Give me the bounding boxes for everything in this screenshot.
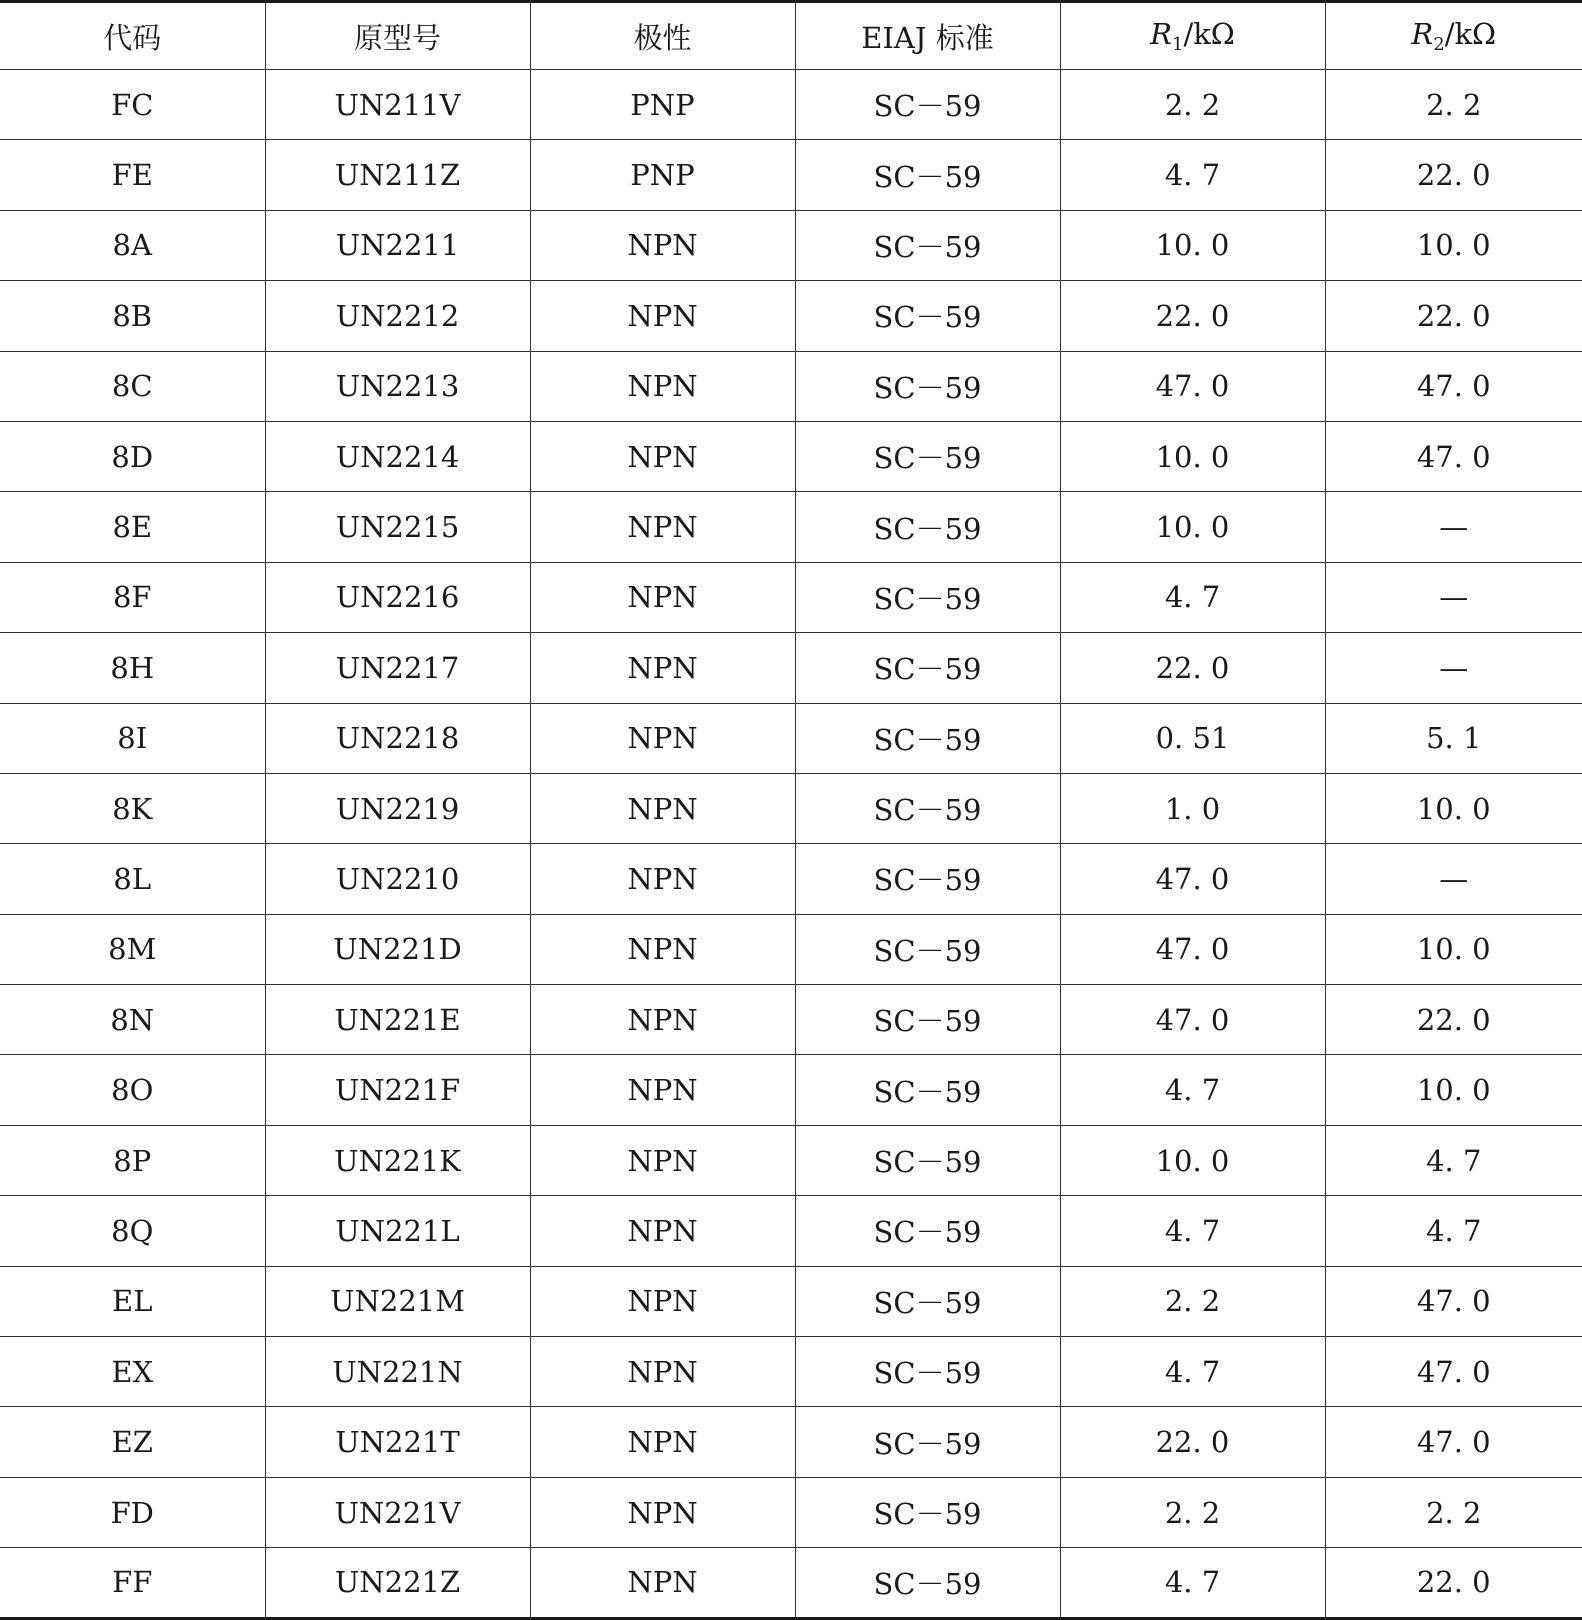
cell-r1: 47. 0 <box>1060 914 1325 984</box>
cell-eiaj: SC－59 <box>795 914 1060 984</box>
cell-model: UN2213 <box>265 351 530 421</box>
cell-r1: 0. 51 <box>1060 703 1325 773</box>
table-row <box>0 562 1582 632</box>
cell-code: 8K <box>0 773 265 843</box>
cell-r1: 10. 0 <box>1060 210 1325 280</box>
header-r2-unit: /kΩ <box>1444 17 1497 51</box>
cell-r2: 2. 2 <box>1325 70 1582 140</box>
cell-r1: 10. 0 <box>1060 421 1325 491</box>
cell-model: UN2212 <box>265 281 530 351</box>
cell-model: UN221L <box>265 1196 530 1266</box>
cell-eiaj: SC－59 <box>795 210 1060 280</box>
cell-r1: 4. 7 <box>1060 1337 1325 1407</box>
cell-eiaj: SC－59 <box>795 492 1060 562</box>
cell-polarity: NPN <box>530 1055 795 1125</box>
cell-eiaj: SC－59 <box>795 633 1060 703</box>
cell-polarity: NPN <box>530 1477 795 1547</box>
cell-eiaj: SC－59 <box>795 773 1060 843</box>
cell-r1: 47. 0 <box>1060 351 1325 421</box>
cell-eiaj: SC－59 <box>795 281 1060 351</box>
cell-polarity: NPN <box>530 1125 795 1195</box>
table-row <box>0 844 1582 914</box>
cell-r1: 22. 0 <box>1060 1407 1325 1477</box>
table-row <box>0 633 1582 703</box>
cell-r1: 22. 0 <box>1060 633 1325 703</box>
cell-code: 8O <box>0 1055 265 1125</box>
cell-r2: 47. 0 <box>1325 421 1582 491</box>
cell-model: UN2211 <box>265 210 530 280</box>
cell-code: FF <box>0 1548 265 1618</box>
cell-r1: 4. 7 <box>1060 140 1325 210</box>
cell-r2: 10. 0 <box>1325 914 1582 984</box>
cell-polarity: NPN <box>530 1407 795 1477</box>
cell-polarity: NPN <box>530 633 795 703</box>
cell-model: UN221K <box>265 1125 530 1195</box>
cell-polarity: PNP <box>530 140 795 210</box>
cell-r2: 22. 0 <box>1325 1548 1582 1618</box>
cell-r1: 10. 0 <box>1060 492 1325 562</box>
cell-model: UN221N <box>265 1337 530 1407</box>
cell-code: FD <box>0 1477 265 1547</box>
cell-model: UN2215 <box>265 492 530 562</box>
cell-r1: 47. 0 <box>1060 985 1325 1055</box>
cell-r2: — <box>1325 492 1582 562</box>
cell-code: 8C <box>0 351 265 421</box>
table-row <box>0 140 1582 210</box>
header-r1-unit: /kΩ <box>1183 17 1235 51</box>
cell-eiaj: SC－59 <box>795 70 1060 140</box>
cell-r2: 4. 7 <box>1325 1196 1582 1266</box>
cell-polarity: NPN <box>530 703 795 773</box>
cell-r1: 4. 7 <box>1060 1196 1325 1266</box>
cell-model: UN221E <box>265 985 530 1055</box>
cell-code: 8H <box>0 633 265 703</box>
table-body <box>0 70 1582 1619</box>
cell-polarity: NPN <box>530 914 795 984</box>
cell-polarity: NPN <box>530 492 795 562</box>
cell-polarity: NPN <box>530 562 795 632</box>
cell-code: 8E <box>0 492 265 562</box>
cell-r1: 4. 7 <box>1060 1548 1325 1618</box>
table-row <box>0 492 1582 562</box>
cell-r2: 2. 2 <box>1325 1477 1582 1547</box>
cell-polarity: NPN <box>530 421 795 491</box>
cell-model: UN221D <box>265 914 530 984</box>
cell-model: UN221Z <box>265 1548 530 1618</box>
cell-code: 8A <box>0 210 265 280</box>
cell-model: UN221V <box>265 1477 530 1547</box>
cell-model: UN2216 <box>265 562 530 632</box>
cell-polarity: NPN <box>530 1196 795 1266</box>
cell-r2: 22. 0 <box>1325 281 1582 351</box>
table-row <box>0 1548 1582 1618</box>
cell-r2: 47. 0 <box>1325 1337 1582 1407</box>
cell-r2: 5. 1 <box>1325 703 1582 773</box>
header-r1 <box>1060 2 1325 70</box>
cell-eiaj: SC－59 <box>795 844 1060 914</box>
header-row <box>0 2 1582 70</box>
table-row <box>0 281 1582 351</box>
header-r1-var: R <box>1150 17 1172 51</box>
table-row <box>0 70 1582 140</box>
table-row <box>0 1407 1582 1477</box>
cell-r1: 4. 7 <box>1060 562 1325 632</box>
table-row <box>0 914 1582 984</box>
cell-model: UN2218 <box>265 703 530 773</box>
table-row <box>0 351 1582 421</box>
cell-r1: 4. 7 <box>1060 1055 1325 1125</box>
cell-r2: 47. 0 <box>1325 1407 1582 1477</box>
cell-r2: — <box>1325 562 1582 632</box>
cell-r2: 22. 0 <box>1325 140 1582 210</box>
cell-polarity: NPN <box>530 1337 795 1407</box>
cell-r2: 47. 0 <box>1325 1266 1582 1336</box>
cell-r1: 2. 2 <box>1060 70 1325 140</box>
cell-code: 8B <box>0 281 265 351</box>
cell-model: UN221M <box>265 1266 530 1336</box>
cell-eiaj: SC－59 <box>795 1337 1060 1407</box>
cell-eiaj: SC－59 <box>795 1266 1060 1336</box>
cell-model: UN2214 <box>265 421 530 491</box>
table-row <box>0 703 1582 773</box>
table-row <box>0 1266 1582 1336</box>
table-row <box>0 421 1582 491</box>
cell-model: UN211V <box>265 70 530 140</box>
cell-eiaj: SC－59 <box>795 1407 1060 1477</box>
cell-polarity: NPN <box>530 351 795 421</box>
cell-r2: 4. 7 <box>1325 1125 1582 1195</box>
table-row <box>0 1196 1582 1266</box>
cell-r2: 47. 0 <box>1325 351 1582 421</box>
table-row <box>0 1055 1582 1125</box>
cell-polarity: PNP <box>530 70 795 140</box>
cell-r1: 22. 0 <box>1060 281 1325 351</box>
cell-code: FC <box>0 70 265 140</box>
cell-code: 8Q <box>0 1196 265 1266</box>
cell-code: FE <box>0 140 265 210</box>
cell-polarity: NPN <box>530 1266 795 1336</box>
cell-r2: — <box>1325 844 1582 914</box>
table-row <box>0 210 1582 280</box>
header-polarity: 极性 <box>530 2 795 70</box>
cell-r1: 2. 2 <box>1060 1266 1325 1336</box>
header-model: 原型号 <box>265 2 530 70</box>
header-r2 <box>1325 2 1582 70</box>
cell-eiaj: SC－59 <box>795 140 1060 210</box>
cell-eiaj: SC－59 <box>795 1196 1060 1266</box>
cell-code: 8N <box>0 985 265 1055</box>
cell-polarity: NPN <box>530 985 795 1055</box>
cell-polarity: NPN <box>530 281 795 351</box>
header-code: 代码 <box>0 2 265 70</box>
cell-model: UN221F <box>265 1055 530 1125</box>
cell-eiaj: SC－59 <box>795 1125 1060 1195</box>
cell-model: UN211Z <box>265 140 530 210</box>
cell-r1: 10. 0 <box>1060 1125 1325 1195</box>
cell-code: 8F <box>0 562 265 632</box>
cell-polarity: NPN <box>530 844 795 914</box>
cell-code: EX <box>0 1337 265 1407</box>
table-row <box>0 1477 1582 1547</box>
cell-code: EL <box>0 1266 265 1336</box>
cell-r2: — <box>1325 633 1582 703</box>
header-r1-sub: 1 <box>1172 34 1184 55</box>
cell-r2: 10. 0 <box>1325 1055 1582 1125</box>
cell-eiaj: SC－59 <box>795 351 1060 421</box>
header-r2-sub: 2 <box>1433 34 1445 55</box>
cell-r1: 1. 0 <box>1060 773 1325 843</box>
header-r2-var: R <box>1411 17 1434 51</box>
table-row <box>0 1337 1582 1407</box>
cell-polarity: NPN <box>530 210 795 280</box>
cell-eiaj: SC－59 <box>795 562 1060 632</box>
cell-eiaj: SC－59 <box>795 985 1060 1055</box>
cell-code: 8P <box>0 1125 265 1195</box>
table-row <box>0 1125 1582 1195</box>
cell-code: EZ <box>0 1407 265 1477</box>
cell-code: 8D <box>0 421 265 491</box>
cell-polarity: NPN <box>530 1548 795 1618</box>
cell-model: UN2210 <box>265 844 530 914</box>
cell-r2: 10. 0 <box>1325 773 1582 843</box>
cell-model: UN221T <box>265 1407 530 1477</box>
cell-eiaj: SC－59 <box>795 1055 1060 1125</box>
cell-code: 8I <box>0 703 265 773</box>
cell-model: UN2217 <box>265 633 530 703</box>
cell-code: 8M <box>0 914 265 984</box>
cell-eiaj: SC－59 <box>795 1548 1060 1618</box>
cell-polarity: NPN <box>530 773 795 843</box>
cell-r2: 22. 0 <box>1325 985 1582 1055</box>
cell-code: 8L <box>0 844 265 914</box>
cell-eiaj: SC－59 <box>795 1477 1060 1547</box>
cell-r1: 47. 0 <box>1060 844 1325 914</box>
cell-r1: 2. 2 <box>1060 1477 1325 1547</box>
cell-eiaj: SC－59 <box>795 421 1060 491</box>
table-row <box>0 985 1582 1055</box>
cell-model: UN2219 <box>265 773 530 843</box>
header-eiaj: EIAJ 标准 <box>795 2 1060 70</box>
cell-r2: 10. 0 <box>1325 210 1582 280</box>
cell-eiaj: SC－59 <box>795 703 1060 773</box>
table-row <box>0 773 1582 843</box>
